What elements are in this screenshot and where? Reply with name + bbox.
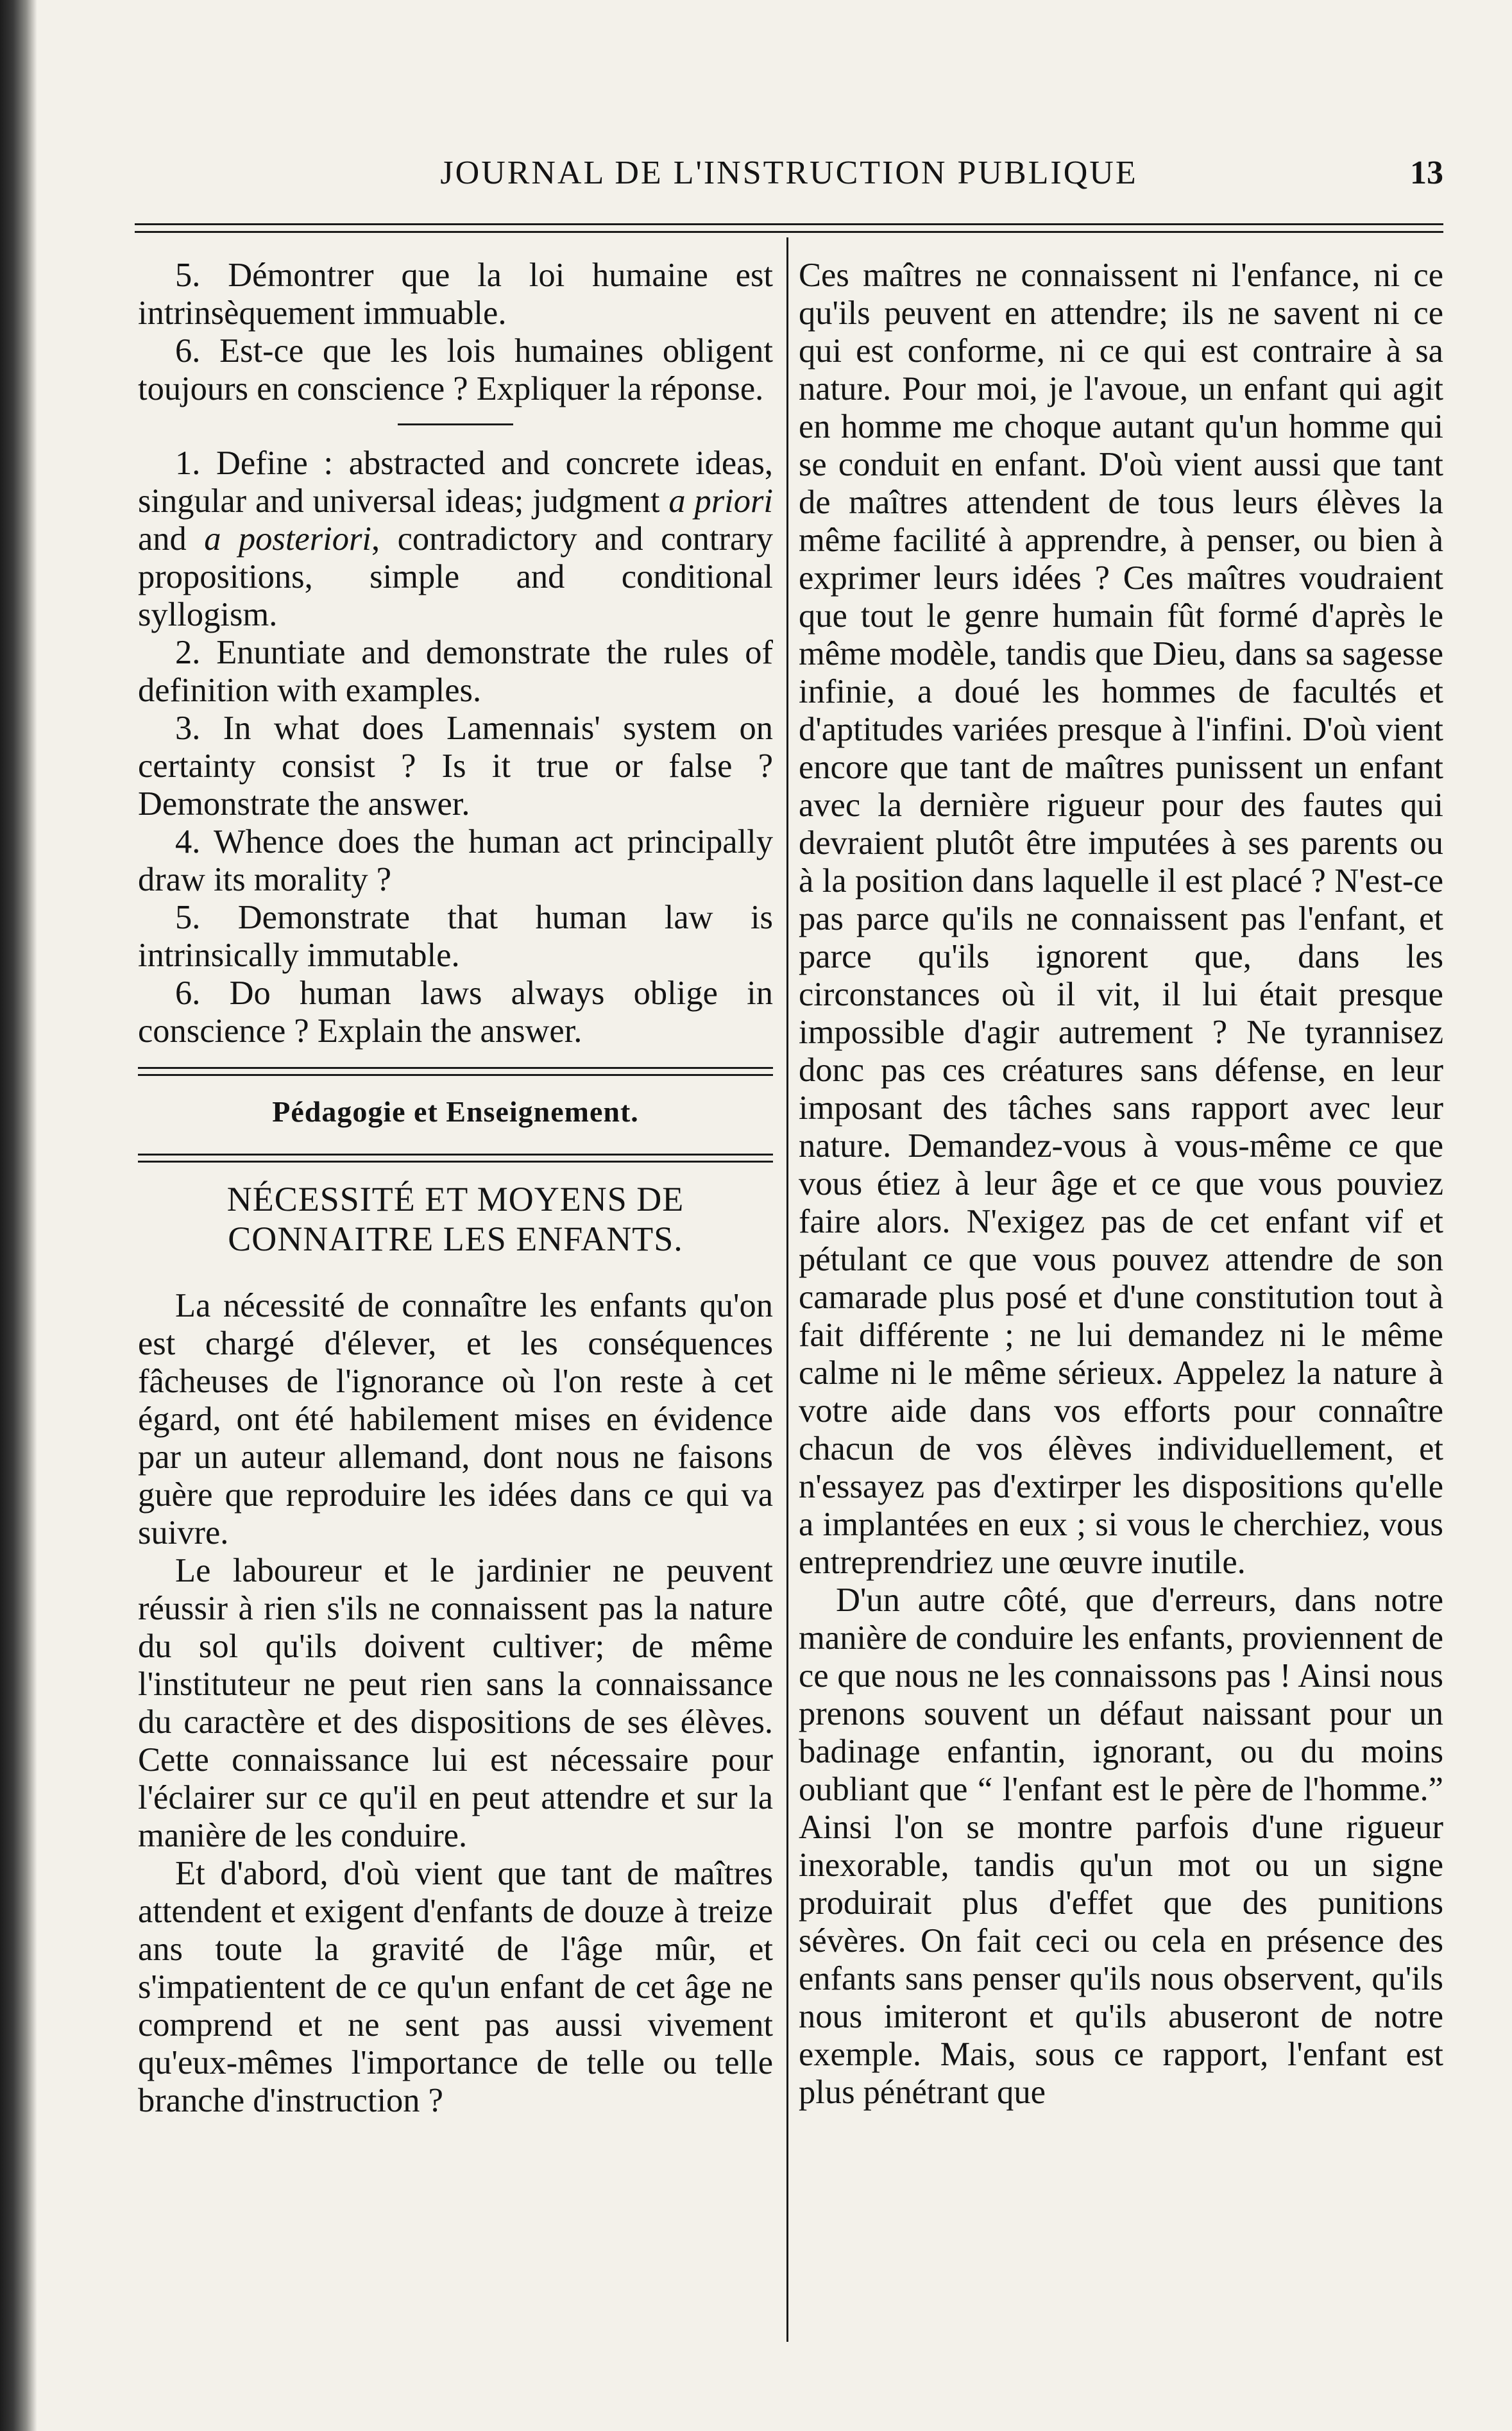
- question-fr-5: 5. Démontrer que la loi humaine est intrinsèquement immuable.: [138, 257, 773, 332]
- journal-title: JOURNAL DE L'INSTRUCTION PUBLIQUE: [440, 155, 1138, 191]
- page-header: [135, 154, 1443, 205]
- question-en-1: 1. Define : abstracted and concrete ideas, singular and universal ideas; judgment a priori and a posteriori, contradictory and contrary propositions, simple and conditional syllogism.: [138, 445, 773, 633]
- section-heading: Pédagogie et Enseignement.: [272, 1095, 639, 1128]
- column-separator: [786, 237, 788, 2342]
- left-column: [138, 257, 773, 2348]
- question-fr-6: 6. Est-ce que les lois humaines obligent toujours en conscience ? Expliquer la réponse.: [138, 332, 773, 407]
- article-paragraph: D'un autre côté, que d'erreurs, dans notre manière de conduire les enfants, proviennent de ce que nous ne les connaissons pas ! Ainsi nous prenons souvent un défaut naissant pour un badinage enfantin, ignorant, ou du moins oubliant que “ l'enfant est le père de l'homme.” Ainsi l'on se montre parfois d'une rigueur inexorable, tandis qu'un mot ou un signe produirait plus d'effet que des punitions sévères. On fait ceci ou cela en présence des enfants sans penser qu'ils nous observent, qu'ils nous imiteront et qu'ils abuseront de notre exemple. Mais, sous ce rapport, l'enfant est plus pénétrant que: [799, 1582, 1443, 2111]
- page-number: 13: [1410, 155, 1443, 191]
- question-en-4: 4. Whence does the human act principally draw its morality ?: [138, 823, 773, 898]
- book-binding-edge: [0, 0, 37, 2431]
- question-en-2: 2. Enuntiate and demonstrate the rules of definition with examples.: [138, 634, 773, 709]
- question-en-6: 6. Do human laws always oblige in conscience ? Explain the answer.: [138, 975, 773, 1050]
- section-divider-top: [138, 1067, 773, 1076]
- section-divider-bottom: [138, 1154, 773, 1163]
- question-en-3: 3. In what does Lamennais' system on certainty consist ? Is it true or false ? Demonstrate the answer.: [138, 710, 773, 823]
- header-rule-bottom: [135, 231, 1443, 233]
- question-en-5: 5. Demonstrate that human law is intrinsically immutable.: [138, 899, 773, 974]
- article-paragraph-continued: Ces maîtres ne connaissent ni l'enfance, ni ce qu'ils peuvent en attendre; ils ne savent ni ce qui est conforme, ni ce qui est contraire à sa nature. Pour moi, je l'avoue, un enfant qui agit en homme me choque autant qu'un homme qui se conduit en enfant. D'où vient aussi que tant de maîtres attendent de tous leurs élèves la même facilité à apprendre, à penser, ou bien à exprimer leurs idées ? Ces maîtres voudraient que tout le genre humain fût formé d'après le même modèle, tandis que Dieu, dans sa sagesse infinie, a doué les hommes de facultés et d'aptitudes variées presque à l'infini. D'où vient encore que tant de maîtres punissent un enfant avec la dernière rigueur pour des fautes qui devraient plutôt être imputées à ses parents ou à la position dans laquelle il est placé ? N'est-ce pas parce qu'ils ne connaissent pas l'enfant, et parce qu'ils ignorent que, dans les circonstances où il vit, il lui était presque impossible d'agir autrement ? Ne tyrannisez donc pas ces créatures sans défense, en leur imposant des tâches sans rapport avec leur nature. Demandez-vous à vous-même ce que vous étiez à leur âge et ce que vous pouviez faire alors. N'exigez pas de cet enfant vif et pétulant ce que vous pouvez attendre de son camarade plus posé et d'une constitution tout à fait différente ; ne lui demandez ni le même calme ni le même sérieux. Appelez la nature à votre aide dans vos efforts pour connaître chacun de vos élèves individuellement, et n'essayez pas d'extirper les dispositions qu'elle a implantées en eux ; si vous le cherchiez, vous entreprendriez une œuvre inutile.: [799, 257, 1443, 1581]
- short-divider: [398, 423, 513, 425]
- right-column: [799, 257, 1443, 2348]
- article-paragraph: Et d'abord, d'où vient que tant de maîtres attendent et exigent d'enfants de douze à treize ans toute la gravité de l'âge mûr, et s'impatientent de ce qu'un enfant de cet âge ne comprend et ne sent pas aussi vivement qu'eux-mêmes l'importance de telle ou telle branche d'instruction ?: [138, 1855, 773, 2119]
- article-title: NÉCESSITÉ ET MOYENS DE CONNAITRE LES ENFANTS.: [226, 1180, 684, 1258]
- article-paragraph: Le laboureur et le jardinier ne peuvent réussir à rien s'ils ne connaissent pas la nature du sol qu'ils doivent cultiver; de même l'instituteur ne peut rien sans la connaissance du caractère et des dispositions de ses élèves. Cette connaissance lui est nécessaire pour l'éclairer sur ce qu'il en peut attendre et sur la manière de les conduire.: [138, 1552, 773, 1854]
- article-paragraph: La nécessité de connaître les enfants qu'on est chargé d'élever, et les conséquences fâcheuses de l'ignorance où l'on reste à cet égard, ont été habilement mises en évidence par un auteur allemand, dont nous ne faisons guère que reproduire les idées dans ce qui va suivre.: [138, 1287, 773, 1551]
- header-rule-top: [135, 223, 1443, 225]
